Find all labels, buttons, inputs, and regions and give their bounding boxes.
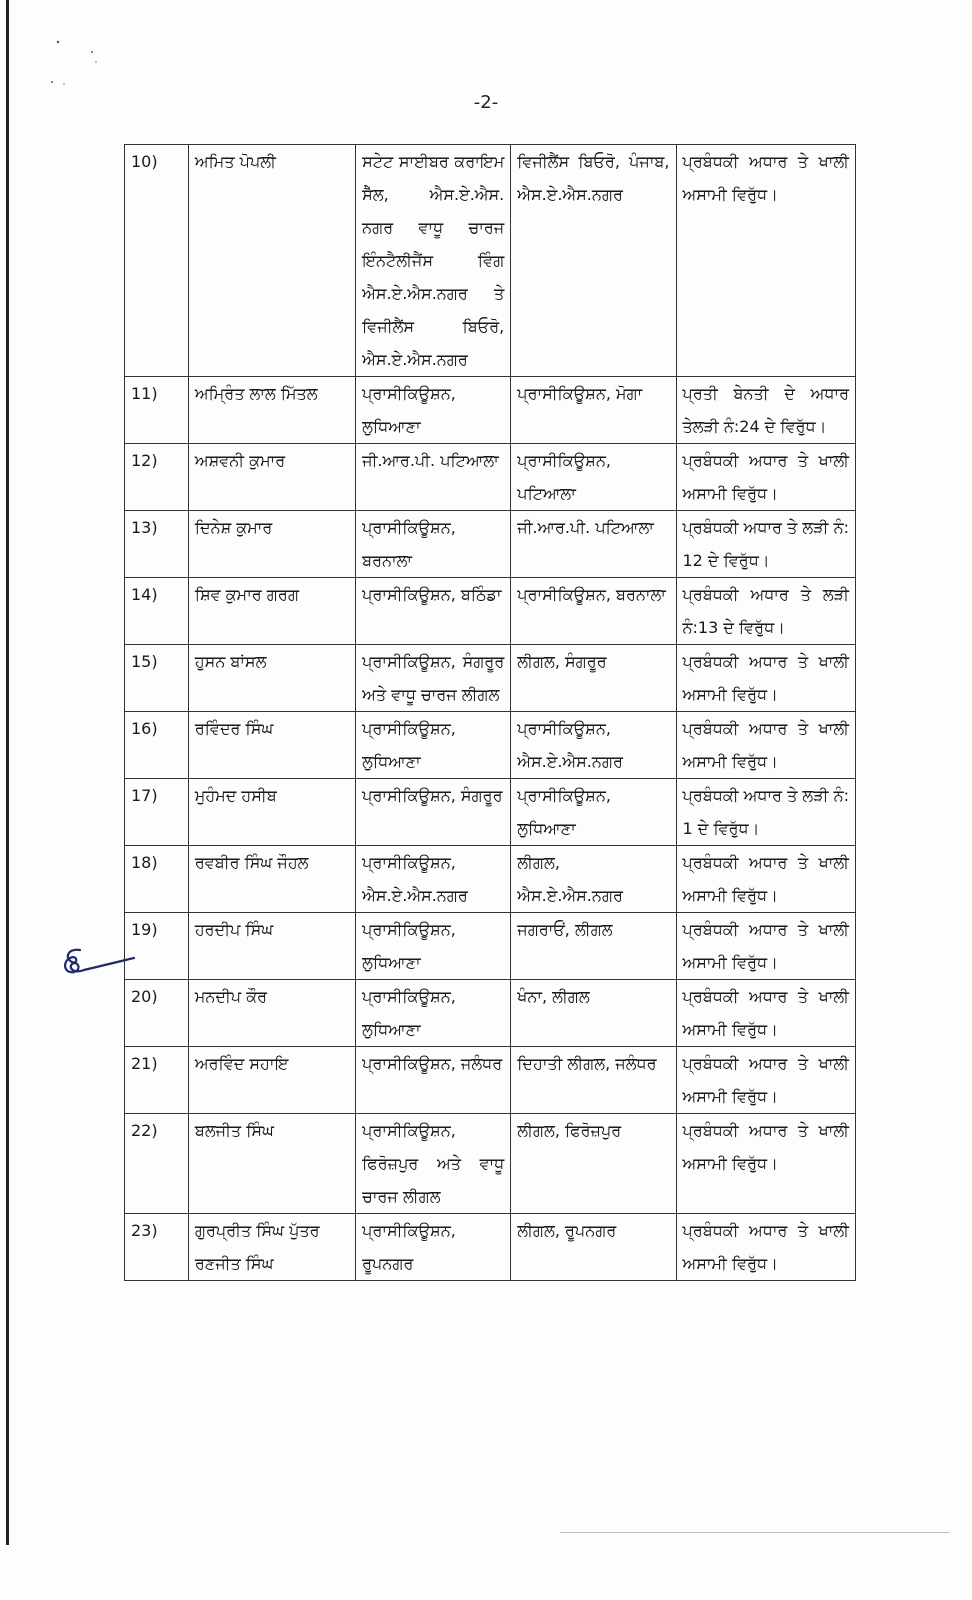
serial-number-cell: 23) — [125, 1214, 189, 1281]
new-posting-cell: ਪ੍ਰਾਸੀਕਿਊਸ਼ਨ, ਲੁਧਿਆਣਾ — [511, 779, 676, 846]
current-posting-cell: ਪ੍ਰਾਸੀਕਿਊਸ਼ਨ, ਲੁਧਿਆਣਾ — [356, 980, 511, 1047]
remark-cell: ਪ੍ਰਬੰਧਕੀ ਅਧਾਰ ਤੇ ਲੜੀ ਨੰ:13 ਦੇ ਵਿਰੁੱਧ। — [676, 578, 856, 645]
table-row — [125, 1047, 856, 1114]
table-row — [125, 444, 856, 511]
officer-name-cell: ਮਨਦੀਪ ਕੌਰ — [188, 980, 355, 1047]
officer-name-cell: ਰਵਿੰਦਰ ਸਿੰਘ — [188, 712, 355, 779]
officer-name-cell: ਹਰਦੀਪ ਸਿੰਘ — [188, 913, 355, 980]
current-posting-cell: ਪ੍ਰਾਸੀਕਿਊਸ਼ਨ, ਬਠਿੰਡਾ — [356, 578, 511, 645]
table-row — [125, 846, 856, 913]
remark-cell: ਪ੍ਰਬੰਧਕੀ ਅਧਾਰ ਤੇ ਖਾਲੀ ਅਸਾਮੀ ਵਿਰੁੱਧ। — [676, 1214, 856, 1281]
serial-number-cell: 18) — [125, 846, 189, 913]
new-posting-cell: ਵਿਜੀਲੈਂਸ ਬਿਓਰੋ, ਪੰਜਾਬ, ਐਸ.ਏ.ਐਸ.ਨਗਰ — [511, 145, 676, 377]
officer-name-cell: ਅਮ੍ਰਿੰਤ ਲਾਲ ਮਿੱਤਲ — [188, 377, 355, 444]
remark-cell: ਪ੍ਰਬੰਧਕੀ ਅਧਾਰ ਤੇ ਖਾਲੀ ਅਸਾਮੀ ਵਿਰੁੱਧ। — [676, 1114, 856, 1214]
new-posting-cell: ਲੀਗਲ, ਰੂਪਨਗਰ — [511, 1214, 676, 1281]
officer-name-cell: ਦਿਨੇਸ਼ ਕੁਮਾਰ — [188, 511, 355, 578]
current-posting-cell: ਪ੍ਰਾਸੀਕਿਊਸ਼ਨ, ਸੰਗਰੂਰ — [356, 779, 511, 846]
bottom-scan-rule — [560, 1532, 950, 1533]
table-row — [125, 1214, 856, 1281]
table-row — [125, 1114, 856, 1214]
serial-number-cell: 14) — [125, 578, 189, 645]
remark-cell: ਪ੍ਰਬੰਧਕੀ ਅਧਾਰ ਤੇ ਲੜੀ ਨੰ: 1 ਦੇ ਵਿਰੁੱਧ। — [676, 779, 856, 846]
serial-number-cell: 10) — [125, 145, 189, 377]
remark-cell: ਪ੍ਰਬੰਧਕੀ ਅਧਾਰ ਤੇ ਖਾਲੀ ਅਸਾਮੀ ਵਿਰੁੱਧ। — [676, 1047, 856, 1114]
remark-cell: ਪ੍ਰਬੰਧਕੀ ਅਧਾਰ ਤੇ ਖਾਲੀ ਅਸਾਮੀ ਵਿਰੁੱਧ। — [676, 444, 856, 511]
current-posting-cell: ਸਟੇਟ ਸਾਈਬਰ ਕਰਾਇਮ ਸੈੱਲ, ਐਸ.ਏ.ਐਸ. ਨਗਰ ਵਾਧੂ ਚਾਰਜ ਇੰਨਟੈਲੀਜੈਂਸ ਵਿੰਗ ਐਸ.ਏ.ਐਸ.ਨਗਰ ਤੇ ਵਿਜੀਲੈਂਸ ਬਿਓਰੋ, ਐਸ.ਏ.ਐਸ.ਨਗਰ — [356, 145, 511, 377]
officer-name-cell: ਮੁਹੰਮਦ ਹਸੀਬ — [188, 779, 355, 846]
remark-cell: ਪ੍ਰਬੰਧਕੀ ਅਧਾਰ ਤੇ ਖਾਲੀ ਅਸਾਮੀ ਵਿਰੁੱਧ। — [676, 846, 856, 913]
officer-name-cell: ਬਲਜੀਤ ਸਿੰਘ — [188, 1114, 355, 1214]
table-row — [125, 980, 856, 1047]
remark-cell: ਪ੍ਰਬੰਧਕੀ ਅਧਾਰ ਤੇ ਖਾਲੀ ਅਸਾਮੀ ਵਿਰੁੱਧ। — [676, 145, 856, 377]
signature-mark — [58, 944, 138, 984]
new-posting-cell: ਪ੍ਰਾਸੀਕਿਊਸ਼ਨ, ਐਸ.ਏ.ਐਸ.ਨਗਰ — [511, 712, 676, 779]
table-row — [125, 145, 856, 377]
new-posting-cell: ਜਗਰਾਓਂ, ਲੀਗਲ — [511, 913, 676, 980]
transfer-orders-table — [124, 144, 856, 1281]
remark-cell: ਪ੍ਰਬੰਧਕੀ ਅਧਾਰ ਤੇ ਖਾਲੀ ਅਸਾਮੀ ਵਿਰੁੱਧ। — [676, 645, 856, 712]
officer-name-cell: ਅਰਵਿੰਦ ਸਹਾਇ — [188, 1047, 355, 1114]
serial-number-cell: 22) — [125, 1114, 189, 1214]
serial-number-cell: 20) — [125, 980, 189, 1047]
current-posting-cell: ਪ੍ਰਾਸੀਕਿਊਸ਼ਨ, ਸੰਗਰੂਰ ਅਤੇ ਵਾਧੂ ਚਾਰਜ ਲੀਗਲ — [356, 645, 511, 712]
remark-cell: ਪ੍ਰਬੰਧਕੀ ਅਧਾਰ ਤੇ ਲੜੀ ਨੰ: 12 ਦੇ ਵਿਰੁੱਧ। — [676, 511, 856, 578]
serial-number-cell: 21) — [125, 1047, 189, 1114]
table-row — [125, 645, 856, 712]
serial-number-cell: 11) — [125, 377, 189, 444]
current-posting-cell: ਪ੍ਰਾਸੀਕਿਊਸ਼ਨ, ਬਰਨਾਲਾ — [356, 511, 511, 578]
table-row — [125, 913, 856, 980]
serial-number-cell: 15) — [125, 645, 189, 712]
current-posting-cell: ਪ੍ਰਾਸੀਕਿਊਸ਼ਨ, ਜਲੰਧਰ — [356, 1047, 511, 1114]
serial-number-cell: 17) — [125, 779, 189, 846]
serial-number-cell: 12) — [125, 444, 189, 511]
table-row — [125, 779, 856, 846]
current-posting-cell: ਪ੍ਰਾਸੀਕਿਊਸ਼ਨ, ਲੁਧਿਆਣਾ — [356, 913, 511, 980]
serial-number-cell: 16) — [125, 712, 189, 779]
new-posting-cell: ਲੀਗਲ, ਐਸ.ਏ.ਐਸ.ਨਗਰ — [511, 846, 676, 913]
new-posting-cell: ਲੀਗਲ, ਸੰਗਰੂਰ — [511, 645, 676, 712]
officer-name-cell: ਅਮਿਤ ਪੋਪਲੀ — [188, 145, 355, 377]
current-posting-cell: ਪ੍ਰਾਸੀਕਿਊਸ਼ਨ, ਲੁਧਿਆਣਾ — [356, 377, 511, 444]
scan-edge-line — [6, 0, 9, 1545]
serial-number-cell: 13) — [125, 511, 189, 578]
new-posting-cell: ਖੰਨਾ, ਲੀਗਲ — [511, 980, 676, 1047]
current-posting-cell: ਪ੍ਰਾਸੀਕਿਊਸ਼ਨ, ਐਸ.ਏ.ਐਸ.ਨਗਰ — [356, 846, 511, 913]
remark-cell: ਪ੍ਰਬੰਧਕੀ ਅਧਾਰ ਤੇ ਖਾਲੀ ਅਸਾਮੀ ਵਿਰੁੱਧ। — [676, 913, 856, 980]
new-posting-cell: ਜੀ.ਆਰ.ਪੀ. ਪਟਿਆਲਾ — [511, 511, 676, 578]
new-posting-cell: ਪ੍ਰਾਸੀਕਿਊਸ਼ਨ, ਬਰਨਾਲਾ — [511, 578, 676, 645]
officer-name-cell: ਅਸ਼ਵਨੀ ਕੁਮਾਰ — [188, 444, 355, 511]
remark-cell: ਪ੍ਰਬੰਧਕੀ ਅਧਾਰ ਤੇ ਖਾਲੀ ਅਸਾਮੀ ਵਿਰੁੱਧ। — [676, 980, 856, 1047]
table-row — [125, 511, 856, 578]
officer-name-cell: ਗੁਰਪ੍ਰੀਤ ਸਿੰਘ ਪੁੱਤਰ ਰਣਜੀਤ ਸਿੰਘ — [188, 1214, 355, 1281]
remark-cell: ਪ੍ਰਬੰਧਕੀ ਅਧਾਰ ਤੇ ਖਾਲੀ ਅਸਾਮੀ ਵਿਰੁੱਧ। — [676, 712, 856, 779]
table-row — [125, 377, 856, 444]
current-posting-cell: ਪ੍ਰਾਸੀਕਿਊਸ਼ਨ, ਰੂਪਨਗਰ — [356, 1214, 511, 1281]
new-posting-cell: ਪ੍ਰਾਸੀਕਿਊਸ਼ਨ, ਪਟਿਆਲਾ — [511, 444, 676, 511]
table-row — [125, 578, 856, 645]
new-posting-cell: ਲੀਗਲ, ਫਿਰੋਜ਼ਪੁਰ — [511, 1114, 676, 1214]
current-posting-cell: ਪ੍ਰਾਸੀਕਿਊਸ਼ਨ, ਲੁਧਿਆਣਾ — [356, 712, 511, 779]
new-posting-cell: ਪ੍ਰਾਸੀਕਿਊਸ਼ਨ, ਮੋਗਾ — [511, 377, 676, 444]
remark-cell: ਪ੍ਰਤੀ ਬੇਨਤੀ ਦੇ ਅਧਾਰ ਤੇਲੜੀ ਨੰ:24 ਦੇ ਵਿਰੁੱਧ। — [676, 377, 856, 444]
officer-name-cell: ਰਵਬੀਰ ਸਿੰਘ ਜੌਹਲ — [188, 846, 355, 913]
serial-number-cell: 19) — [125, 913, 189, 980]
officer-name-cell: ਹੁਸਨ ਬਾਂਸਲ — [188, 645, 355, 712]
scan-specks — [48, 38, 118, 98]
new-posting-cell: ਦਿਹਾਤੀ ਲੀਗਲ, ਜਲੰਧਰ — [511, 1047, 676, 1114]
current-posting-cell: ਪ੍ਰਾਸੀਕਿਊਸ਼ਨ, ਫਿਰੋਜ਼ਪੁਰ ਅਤੇ ਵਾਧੂ ਚਾਰਜ ਲੀਗਲ — [356, 1114, 511, 1214]
table-row — [125, 712, 856, 779]
transfer-orders-body — [125, 145, 856, 1281]
page-number: -2- — [473, 92, 499, 113]
officer-name-cell: ਸ਼ਿਵ ਕੁਮਾਰ ਗਰਗ — [188, 578, 355, 645]
current-posting-cell: ਜੀ.ਆਰ.ਪੀ. ਪਟਿਆਲਾ — [356, 444, 511, 511]
